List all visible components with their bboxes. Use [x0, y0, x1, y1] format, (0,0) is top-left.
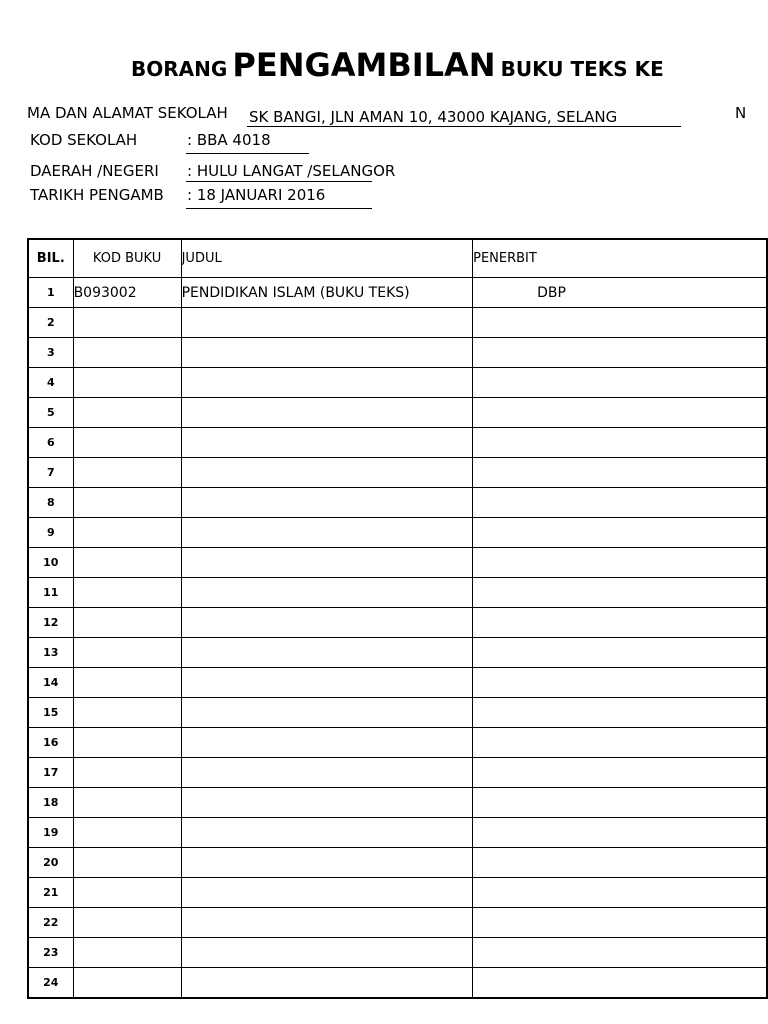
row-penerbit-cell [473, 668, 767, 698]
header-bil: BIL. [28, 239, 73, 278]
row-penerbit-cell [473, 698, 767, 728]
row-bil-cell: 16 [28, 728, 73, 758]
header-judul: JUDUL [181, 239, 473, 278]
row-bil-cell: 4 [28, 368, 73, 398]
table-row [28, 938, 767, 968]
row-penerbit-cell [473, 908, 767, 938]
row-bil-cell: 1 [28, 278, 73, 308]
header-kod-buku: KOD BUKU [73, 239, 181, 278]
table-row [28, 278, 767, 308]
row-penerbit-cell [473, 758, 767, 788]
row-bil-cell: 14 [28, 668, 73, 698]
table-header-row [28, 239, 767, 278]
row-penerbit-cell [473, 818, 767, 848]
row-bil-cell: 12 [28, 608, 73, 638]
row-judul-cell [181, 458, 473, 488]
row-penerbit-cell [473, 638, 767, 668]
row-bil-cell: 2 [28, 308, 73, 338]
row-kod-cell: B093002 [73, 278, 181, 308]
row-penerbit-cell [473, 338, 767, 368]
table-row [28, 638, 767, 668]
right-cut-label: N [735, 104, 747, 122]
row-judul-cell [181, 578, 473, 608]
title-part-3: BUKU TEKS KE [500, 57, 664, 81]
row-bil-cell: 5 [28, 398, 73, 428]
row-penerbit-cell [473, 608, 767, 638]
row-penerbit-cell [473, 368, 767, 398]
table-row [28, 488, 767, 518]
table-row [28, 758, 767, 788]
row-kod-cell [73, 308, 181, 338]
row-bil-cell: 24 [28, 968, 73, 999]
tarikh-underline [186, 208, 372, 209]
row-bil-cell: 15 [28, 698, 73, 728]
row-kod-cell [73, 938, 181, 968]
table-row [28, 338, 767, 368]
daerah-underline [186, 181, 372, 182]
header-penerbit: PENERBIT [473, 239, 767, 278]
row-kod-cell [73, 668, 181, 698]
row-bil-cell: 19 [28, 818, 73, 848]
row-kod-cell [73, 848, 181, 878]
table-row [28, 368, 767, 398]
row-penerbit-cell [473, 398, 767, 428]
row-penerbit-cell [473, 728, 767, 758]
row-bil-cell: 10 [28, 548, 73, 578]
row-penerbit-cell [473, 578, 767, 608]
title-part-1: BORANG [131, 57, 228, 81]
row-kod-cell [73, 458, 181, 488]
row-kod-cell [73, 548, 181, 578]
row-judul-cell [181, 308, 473, 338]
row-bil-cell: 8 [28, 488, 73, 518]
table-row [28, 608, 767, 638]
row-kod-cell [73, 398, 181, 428]
row-kod-cell [73, 518, 181, 548]
row-kod-cell [73, 818, 181, 848]
row-judul-cell [181, 668, 473, 698]
row-penerbit-cell [473, 788, 767, 818]
row-judul-cell: PENDIDIKAN ISLAM (BUKU TEKS) [181, 278, 473, 308]
table-row [28, 458, 767, 488]
title-part-2: PENGAMBILAN [232, 46, 496, 84]
tarikh-value: : 18 JANUARI 2016 [187, 186, 326, 204]
table-row [28, 398, 767, 428]
row-penerbit-cell [473, 968, 767, 999]
nama-value: SK BANGI, JLN AMAN 10, 43000 KAJANG, SELANG [249, 108, 618, 126]
table-row [28, 668, 767, 698]
row-judul-cell [181, 908, 473, 938]
row-bil-cell: 11 [28, 578, 73, 608]
row-bil-cell: 22 [28, 908, 73, 938]
row-bil-cell: 6 [28, 428, 73, 458]
row-penerbit-cell [473, 938, 767, 968]
table-row [28, 698, 767, 728]
row-bil-cell: 13 [28, 638, 73, 668]
table-row [28, 728, 767, 758]
row-kod-cell [73, 878, 181, 908]
table-row [28, 818, 767, 848]
row-judul-cell [181, 428, 473, 458]
daerah-value: : HULU LANGAT /SELANGOR [187, 162, 396, 180]
row-kod-cell [73, 638, 181, 668]
table-row [28, 788, 767, 818]
row-kod-cell [73, 338, 181, 368]
row-kod-cell [73, 428, 181, 458]
row-penerbit-cell [473, 518, 767, 548]
table-row [28, 908, 767, 938]
row-kod-cell [73, 488, 181, 518]
kod-value: : BBA 4018 [187, 131, 271, 149]
row-bil-cell: 23 [28, 938, 73, 968]
row-bil-cell: 7 [28, 458, 73, 488]
row-penerbit-cell [473, 308, 767, 338]
table-row [28, 518, 767, 548]
row-kod-cell [73, 758, 181, 788]
page-title [131, 46, 664, 84]
table-row [28, 548, 767, 578]
row-penerbit-cell [473, 458, 767, 488]
row-judul-cell [181, 788, 473, 818]
row-judul-cell [181, 638, 473, 668]
table-row [28, 968, 767, 999]
tarikh-label: TARIKH PENGAMB [30, 186, 164, 204]
row-judul-cell [181, 698, 473, 728]
row-penerbit-cell: DBP [473, 278, 767, 308]
daerah-label: DAERAH /NEGERI [30, 162, 159, 180]
row-judul-cell [181, 728, 473, 758]
row-judul-cell [181, 518, 473, 548]
table-row [28, 308, 767, 338]
kod-underline [186, 153, 309, 154]
row-bil-cell: 17 [28, 758, 73, 788]
row-bil-cell: 9 [28, 518, 73, 548]
row-judul-cell [181, 968, 473, 999]
row-bil-cell: 21 [28, 878, 73, 908]
row-penerbit-cell [473, 548, 767, 578]
row-judul-cell [181, 398, 473, 428]
table-row [28, 878, 767, 908]
table-row [28, 578, 767, 608]
row-kod-cell [73, 608, 181, 638]
table-row [28, 428, 767, 458]
row-judul-cell [181, 548, 473, 578]
row-penerbit-cell [473, 848, 767, 878]
row-judul-cell [181, 878, 473, 908]
row-judul-cell [181, 848, 473, 878]
row-kod-cell [73, 968, 181, 999]
nama-underline [247, 126, 681, 127]
row-kod-cell [73, 908, 181, 938]
row-kod-cell [73, 368, 181, 398]
kod-label: KOD SEKOLAH [30, 131, 138, 149]
nama-label: MA DAN ALAMAT SEKOLAH [27, 104, 228, 122]
table-row [28, 848, 767, 878]
row-penerbit-cell [473, 878, 767, 908]
row-kod-cell [73, 698, 181, 728]
row-penerbit-cell [473, 488, 767, 518]
row-judul-cell [181, 368, 473, 398]
row-kod-cell [73, 788, 181, 818]
row-judul-cell [181, 818, 473, 848]
row-kod-cell [73, 578, 181, 608]
row-judul-cell [181, 488, 473, 518]
row-bil-cell: 20 [28, 848, 73, 878]
row-bil-cell: 3 [28, 338, 73, 368]
book-table [27, 238, 768, 999]
row-penerbit-cell [473, 428, 767, 458]
row-judul-cell [181, 758, 473, 788]
row-bil-cell: 18 [28, 788, 73, 818]
row-kod-cell [73, 728, 181, 758]
row-judul-cell [181, 938, 473, 968]
row-judul-cell [181, 608, 473, 638]
row-judul-cell [181, 338, 473, 368]
